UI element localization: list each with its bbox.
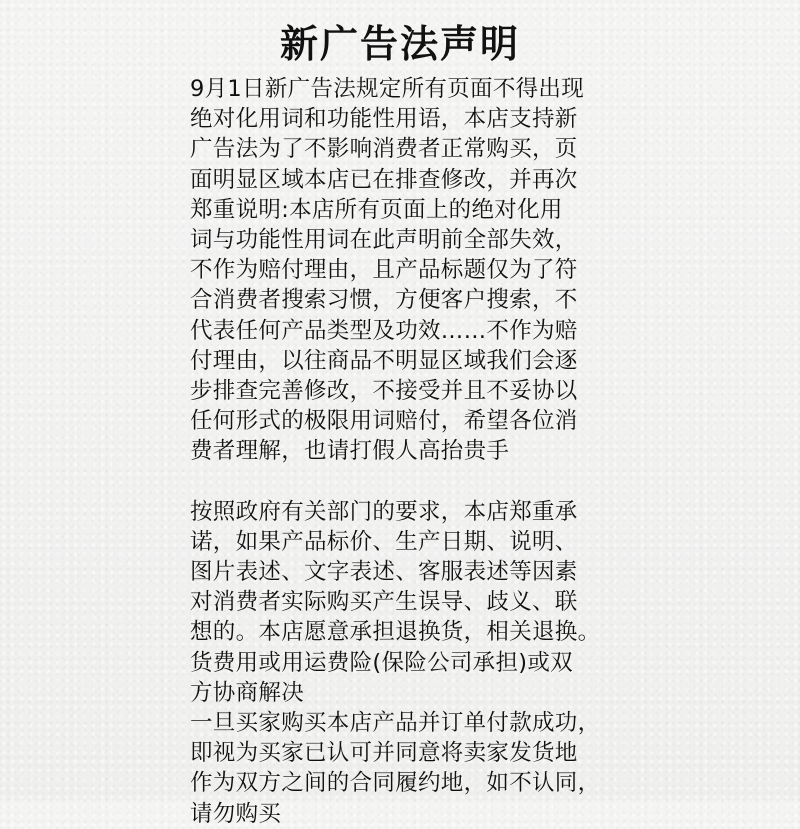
text-line: 想的。本店愿意承担退换货，相关退换。 [190,619,601,646]
text-line: 货费用或用运费险(保险公司承担)或双 [190,649,573,676]
paragraph-store-commitment [190,497,660,829]
text-line: 郑重说明:本店所有页面上的绝对化用 [190,196,563,223]
text-line: 请勿购买 [190,800,282,827]
text-line: 付理由，以往商品不明显区域我们会逐 [190,347,578,374]
paragraph-gap [190,466,660,496]
text-line: 合消费者搜索习惯，方便客户搜索，不 [190,287,578,314]
text-line: 对消费者实际购买产生误导、歧义、联 [190,589,578,616]
page-title: 新广告法声明 [279,22,520,66]
text-line: 费者理解，也请打假人高抬贵手 [190,438,510,465]
text-line: 步排查完善修改，不接受并且不妥协以 [190,377,578,404]
paragraph-advertising-law [190,74,660,466]
text-line: 面明显区域本店已在排查修改，并再次 [190,166,578,193]
text-line: 不作为赔付理由，且产品标题仅为了符 [190,257,578,284]
text-line: 一旦买家购买本店产品并订单付款成功， [190,709,601,736]
text-line: 即视为买家已认可并同意将卖家发货地 [190,740,578,767]
text-line: 9月1日新广告法规定所有页面不得出现 [190,76,585,102]
text-line: 诺，如果产品标价、生产日期、说明、 [190,528,578,555]
notice-body [190,74,660,829]
text-line: 作为双方之间的合同履约地，如不认同， [190,770,601,797]
text-line: 图片表述、文字表述、客服表述等因素 [190,559,578,585]
text-line: 方协商解决 [190,679,305,706]
text-line: 按照政府有关部门的要求，本店郑重承 [190,498,578,525]
text-line: 绝对化用词和功能性用语，本店支持新 [190,106,578,133]
text-line: 任何形式的极限用词赔付，希望各位消 [190,408,578,435]
text-line: 广告法为了不影响消费者正常购买，页 [190,136,578,163]
text-line: 代表任何产品类型及功效……不作为赔 [190,317,578,344]
text-line: 词与功能性用词在此声明前全部失效， [190,226,578,253]
